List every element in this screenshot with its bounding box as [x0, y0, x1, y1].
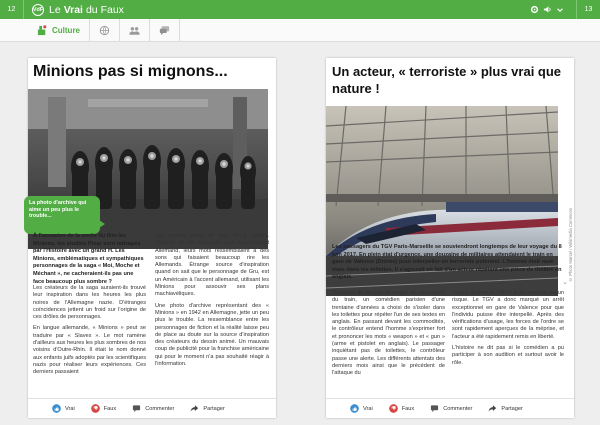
article-actions [28, 398, 276, 418]
share-button[interactable] [190, 404, 224, 413]
culture-icon [37, 25, 48, 36]
vrai-label: Vrai [65, 405, 75, 412]
comment-label: Commenter [443, 405, 473, 412]
faux-label: Faux [401, 405, 415, 412]
vrai-label: Vrai [363, 405, 373, 412]
share-icon [190, 404, 199, 413]
comment-label: Commenter [145, 405, 175, 412]
share-button[interactable] [488, 404, 522, 413]
paragraph: En langue allemande, « Minions » peut se traduire par « Slaves ». Le mot ramène d'ailleurs aux heures les plus sombres de nos voisins d'Outre-Rhin. Il était le nom donné aux enfants juifs adoptés par les scientifiques nazis pour réaliser leurs expériences. Ces derniers passaient [33, 325, 147, 376]
article-column-2 [155, 233, 269, 372]
article-card-minions [28, 58, 276, 418]
faux-button[interactable] [91, 404, 116, 413]
page-number-right: 13 [576, 0, 600, 19]
photo-credit: © Photo Marcel / Wikimedia Commons [568, 208, 573, 282]
thumbs-down-icon [91, 404, 100, 413]
share-label: Partager [203, 405, 225, 412]
comment-button[interactable] [132, 404, 174, 413]
article-card-tgv [326, 58, 574, 418]
article-title: Minions pas si mignons... [33, 63, 228, 80]
article-lead: Les passagers du TGV Paris-Marseille se souviendront longtemps de leur voyage du 8 juin 2017. En plein état d'urgence, une douzaine de militaires attendaient le train en gare de Valence (Drôme) pour interpeller un terroriste potentiel. L'homme était rasé mais dans les toilettes. Il s'agissait en fait d'un acteur répétant une pièce de théâtre en anglais. [332, 244, 562, 281]
photo-caption-callout: La photo d'archive qui aime un peu plus le trouble... [24, 196, 100, 234]
people-icon [129, 25, 140, 36]
paragraph: Soucieux de ne pas déranger les passagers du train, un comédien parisien d'une trentaine d'années a choisi de s'isoler dans les toilettes pour répéter l'un de ses textes en anglais. En passant devant les commodités, le contrôleur entend l'homme s'exprimer fort et prononcer les mots « weapon » et « gun » (arme et pistolet en anglais). Le passager inquiétant pas de toilettes, le contrôleur passe une alerte. Les différents attentats des derniers mois ainsi que le précédent de l'attaque du [332, 290, 445, 377]
thumbs-down-icon [389, 404, 398, 413]
faux-label: Faux [103, 405, 117, 412]
vrai-button[interactable] [350, 404, 373, 413]
faux-button[interactable] [389, 404, 414, 413]
app-logo: VdF [32, 4, 44, 16]
brand-suffix: du Faux [85, 3, 124, 16]
comment-icon [430, 404, 439, 413]
brand-main: Vrai [63, 3, 83, 16]
category-tabs [0, 19, 600, 42]
paragraph: L'histoire ne dit pas si le comédien a pu participer à son audition et surtout avoir le rôle. [452, 345, 564, 366]
comment-button[interactable] [430, 404, 472, 413]
article-column-1 [33, 285, 146, 381]
top-bar [0, 0, 600, 19]
share-icon [488, 404, 497, 413]
gear-icon[interactable] [530, 5, 539, 14]
article-lead: À l'occasion de la sortie du film les Minions, les studios Pixar sont rattrapés par l'Histoire avec un grand H. Les Minions, emblématiques et sympathiques personnages de la saga « Moi, Moche et Méchant », ne cacheraient-ils pas une face beaucoup plus sombre ? [33, 233, 144, 285]
share-label: Partager [501, 405, 523, 412]
paragraph: une grande partie de leur vie à souffrir. Comme ils ne parlaient pas couramment Allemand, leurs mots ressemblaient à des sons qui faisaient beaucoup rire les Allemands. Étrange source d'inspiration quand on sait que le personnage de Gru, est un Américain à l'accent allemand, utilisant les Minions pour assouvir ses plans machiavéliques. [155, 233, 269, 298]
tab-globe[interactable] [90, 19, 120, 42]
tab-culture[interactable] [28, 19, 90, 42]
comment-icon [132, 404, 141, 413]
speaker-icon[interactable] [543, 5, 552, 14]
article-column-1 [332, 290, 445, 382]
thumbs-up-icon [52, 404, 61, 413]
article-title: Un acteur, « terroriste » plus vrai que nature ! [332, 64, 562, 96]
app-title [49, 4, 124, 16]
paragraph: Une photo d'archive représentant des « Minions » en 1942 en Allemagne, jette un peu plus le trouble. La ressemblance entre les personnages de fiction et la réalité laisse peu de place au doute sur la source d'inspiration des créateurs du dessin animé. Un mauvais coup de publicité pour la franchise américaine qui pour le moment n'a pas souhaité réagir à l'information. [155, 302, 269, 368]
brand-prefix: Le [49, 3, 61, 16]
page-number-left: 12 [0, 0, 24, 19]
tab-label: Culture [52, 25, 80, 35]
paragraph: Les créateurs de la saga auraient-ils trouvé leur inspiration dans les heures les plus noires de l'Allemagne nazie. D'étranges coïncidences jettent un froid sur l'origine de ces drôles de personnages. [33, 285, 146, 321]
vrai-button[interactable] [52, 404, 75, 413]
tab-chat[interactable] [150, 19, 180, 42]
paragraph: Thalys incitent la SNCF à ne prendre aucun risque. Le TGV a donc marqué un arrêt exceptionnel en gare de Valence pour que l'individu puisse être interpellé. Après des vérifications d'usage, les forces de l'ordre se sont rapidement aperçues de la méprise, et l'acteur a été rapidement remis en liberté. [452, 290, 564, 340]
chevron-down-icon[interactable]: ⌄ [562, 279, 568, 286]
article-actions [326, 398, 574, 418]
thumbs-up-icon [350, 404, 359, 413]
article-column-2 [452, 290, 564, 371]
chat-icon [159, 25, 170, 36]
tab-people[interactable] [120, 19, 150, 42]
chevron-down-icon[interactable] [556, 6, 564, 14]
globe-icon [99, 25, 110, 36]
